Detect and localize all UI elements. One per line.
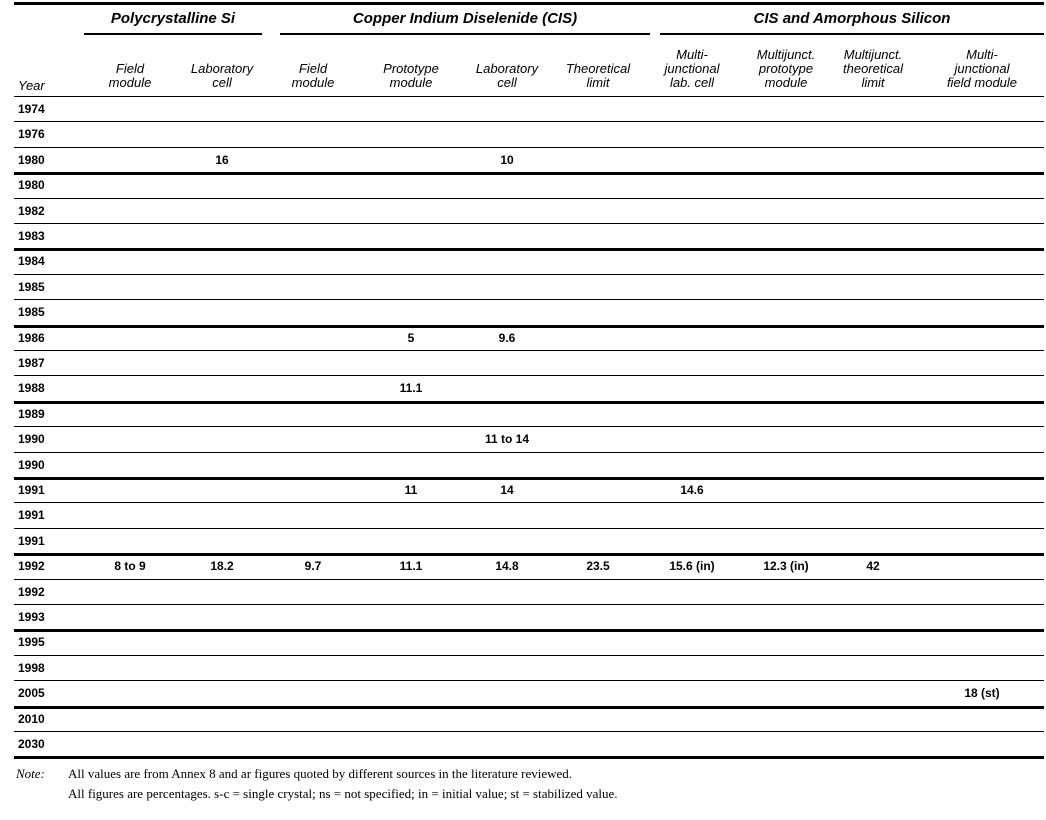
cell-multijunctional-lab-cell: 14.6 xyxy=(680,483,704,497)
table-row xyxy=(0,351,1046,375)
row-year: 1985 xyxy=(18,279,45,294)
row-year: 1991 xyxy=(18,508,45,523)
column-header-line: Prototype xyxy=(383,61,439,76)
row-year: 1989 xyxy=(18,406,45,421)
column-header-line: field module xyxy=(946,75,1018,90)
table-row xyxy=(0,275,1046,299)
table-row xyxy=(0,173,1046,197)
column-header-multijunct-theoretical-limit xyxy=(825,38,921,90)
cell-multijunctional-field-module: 18 (st) xyxy=(964,686,1000,701)
cell-multijunctional-lab-cell: 15.6 (in) xyxy=(669,559,715,574)
cell-cis-lab-cell: 10 xyxy=(500,152,514,167)
table-row xyxy=(0,478,1046,502)
table-row xyxy=(0,605,1046,629)
column-header-poly-field-module xyxy=(82,38,178,90)
row-year: 1982 xyxy=(18,203,45,218)
row-year: 1993 xyxy=(18,610,45,624)
cell-poly-lab-cell: 18.2 xyxy=(210,559,234,574)
table-row xyxy=(0,503,1046,527)
cell-cis-prototype-module: 11.1 xyxy=(399,559,423,574)
column-header-line: lab. cell xyxy=(669,75,715,90)
table-row xyxy=(0,529,1046,553)
table-row xyxy=(0,148,1046,172)
cell-cis-lab-cell: 11 to 14 xyxy=(484,432,530,447)
table-row xyxy=(0,249,1046,273)
cell-cis-theoretical-limit: 23.5 xyxy=(586,559,610,574)
column-header-line: module xyxy=(108,75,152,90)
column-header-line: module xyxy=(764,75,808,90)
column-header-cis-lab-cell xyxy=(459,38,555,90)
column-header-cis-field-module xyxy=(265,38,361,90)
cell-poly-field-module: 8 to 9 xyxy=(114,559,146,574)
row-year: 1992 xyxy=(18,584,45,599)
table-row xyxy=(0,300,1046,324)
column-header-line: prototype xyxy=(758,61,814,76)
note-line-1: All values are from Annex 8 and ar figures quoted by different sources in the literature reviewed. xyxy=(68,766,573,781)
table-row xyxy=(0,224,1046,248)
row-year: 1988 xyxy=(18,381,45,396)
column-header-poly-lab-cell xyxy=(174,38,270,90)
group-header-polycrystalline-si: Polycrystalline Si xyxy=(110,10,236,27)
table-row xyxy=(0,326,1046,350)
row-year: 1980 xyxy=(18,152,45,167)
table-row xyxy=(0,580,1046,604)
column-header-line: limit xyxy=(861,75,885,90)
table-row xyxy=(0,681,1046,705)
column-header-line: theoretical xyxy=(843,61,903,76)
group-header-cis: Copper Indium Diselenide (CIS) xyxy=(352,10,578,27)
column-header-line: Laboratory xyxy=(475,61,539,76)
cell-cis-prototype-module: 11.1 xyxy=(399,381,423,396)
row-year: 1990 xyxy=(18,457,45,472)
row-year: 2030 xyxy=(18,737,45,751)
group-rule xyxy=(84,33,262,35)
column-header-line: cell xyxy=(497,75,517,90)
row-year: 1991 xyxy=(18,483,45,497)
table-row xyxy=(0,376,1046,400)
table-row xyxy=(0,732,1046,756)
column-header-line: limit xyxy=(586,75,610,90)
group-rule xyxy=(660,33,1044,35)
column-header-line: Field xyxy=(115,61,145,76)
table-row xyxy=(0,453,1046,477)
group-rule xyxy=(280,33,650,35)
column-header-multijunct-prototype-module xyxy=(738,38,834,90)
cell-cis-prototype-module: 11 xyxy=(404,483,418,497)
row-year: 2005 xyxy=(18,686,45,701)
table-row xyxy=(0,199,1046,223)
row-year: 1991 xyxy=(18,533,45,548)
column-header-multijunctional-lab-cell xyxy=(644,38,740,90)
group-header-cis-amorphous-si: CIS and Amorphous Silicon xyxy=(753,10,951,27)
cell-cis-field-module: 9.7 xyxy=(304,559,322,574)
table-row xyxy=(0,656,1046,680)
row-rule xyxy=(14,756,1044,759)
column-header-line: Theoretical xyxy=(565,61,631,76)
column-header-line: junctional xyxy=(664,61,720,76)
table-row xyxy=(0,427,1046,451)
column-header-line: Field xyxy=(298,61,328,76)
row-year: 1995 xyxy=(18,635,45,650)
row-year: 1976 xyxy=(18,127,45,142)
table-row xyxy=(0,97,1046,121)
cell-cis-prototype-module: 5 xyxy=(407,330,415,345)
row-year: 1986 xyxy=(18,330,45,345)
row-year: 1974 xyxy=(18,102,45,116)
row-year: 1998 xyxy=(18,660,45,675)
table-top-rule xyxy=(14,2,1044,5)
table-row xyxy=(0,402,1046,426)
column-header-cis-prototype-module xyxy=(363,38,459,90)
row-year: 1987 xyxy=(18,356,45,370)
cell-cis-lab-cell: 14.8 xyxy=(495,559,519,574)
cell-cis-lab-cell: 9.6 xyxy=(498,330,516,345)
row-year: 1985 xyxy=(18,305,45,320)
cell-poly-lab-cell: 16 xyxy=(215,152,229,167)
column-header-line: module xyxy=(291,75,335,90)
column-header-year: Year xyxy=(18,78,45,93)
column-header-line: junctional xyxy=(954,61,1010,76)
note-line-2: All figures are percentages. s-c = single crystal; ns = not specified; in = initial value; st = stabilized value. xyxy=(68,786,618,801)
column-header-line: Multi- xyxy=(676,47,708,62)
row-year: 1980 xyxy=(18,178,45,193)
table-row xyxy=(0,554,1046,578)
column-header-cis-theoretical-limit xyxy=(550,38,646,90)
row-year: 1990 xyxy=(18,432,45,447)
table-row xyxy=(0,630,1046,654)
cell-multijunct-theoretical-limit: 42 xyxy=(866,559,880,574)
column-header-multijunctional-field-module xyxy=(934,38,1030,90)
column-header-line: Multijunct. xyxy=(843,47,903,62)
row-year: 1983 xyxy=(18,229,45,243)
column-header-line: Laboratory xyxy=(190,61,254,76)
column-header-line: module xyxy=(389,75,433,90)
row-year: 2010 xyxy=(18,711,45,726)
cell-cis-lab-cell: 14 xyxy=(500,483,514,497)
cell-multijunct-prototype-module: 12.3 (in) xyxy=(763,559,809,574)
column-header-line: Multijunct. xyxy=(756,47,816,62)
column-header-line: cell xyxy=(212,75,232,90)
table-row xyxy=(0,122,1046,146)
row-year: 1984 xyxy=(18,254,45,269)
note-label: Note: xyxy=(16,766,45,781)
row-year: 1992 xyxy=(18,559,45,574)
table-note xyxy=(16,764,1036,804)
column-header-line: Multi- xyxy=(966,47,998,62)
table-row xyxy=(0,707,1046,731)
